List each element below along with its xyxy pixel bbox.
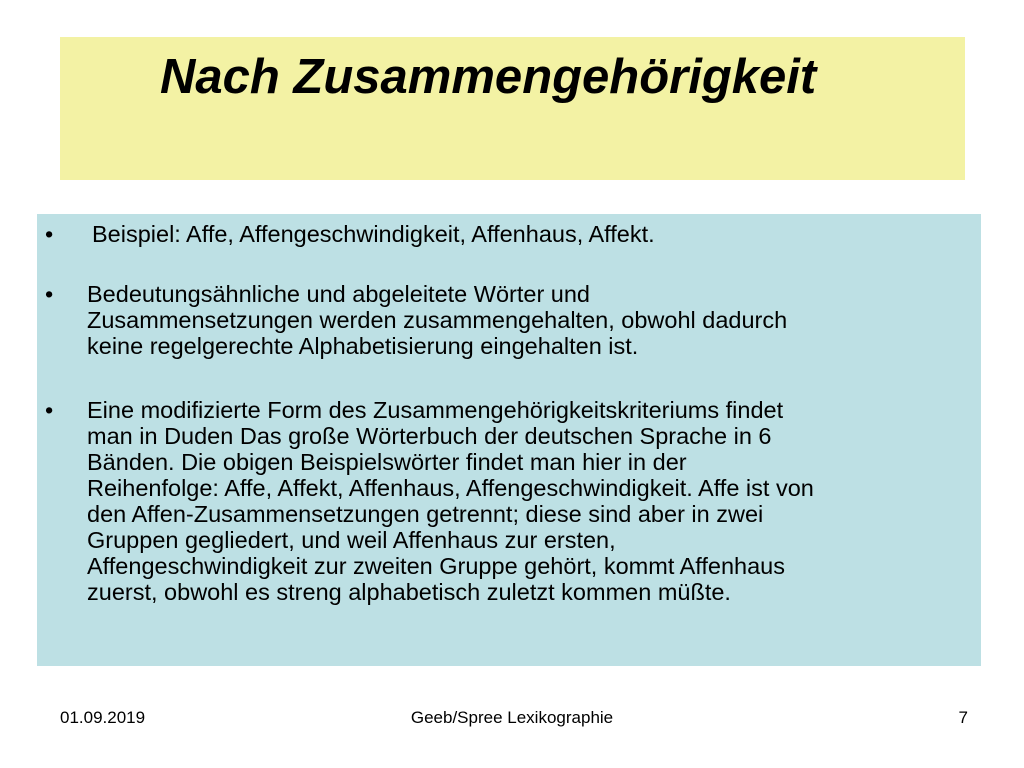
bullet-symbol: • — [45, 397, 54, 423]
slide-title: Nach Zusammengehörigkeit — [160, 50, 817, 104]
bullet-item — [37, 221, 981, 247]
bullet-text: Eine modifizierte Form des Zusammengehörigkeitskriteriums findet man in Duden Das große Wörterbuch der deutschen Sprache in 6 Bänden. Die obigen Beispielswörter findet man hier in der Reihenfolge: Affe, Affekt, Affenhaus, Affengeschwindigkeit. Affe ist von den Affen-Zusammensetzungen getrennt; diese sind aber in zwei Gruppen gegliedert, und weil Affenhaus zur ersten, Affengeschwindigkeit zur zweiten Gruppe gehört, kommt Affenhaus zuerst, obwohl es streng alphabetisch zuletzt kommen müßte. — [87, 397, 814, 605]
title-box — [60, 37, 965, 180]
bullet-item — [37, 281, 981, 359]
bullet-symbol: • — [45, 221, 54, 247]
content-box — [37, 214, 981, 666]
footer-date: 01.09.2019 — [60, 708, 146, 727]
footer-page-number: 7 — [958, 708, 968, 727]
bullet-text: Bedeutungsähnliche und abgeleitete Wörter und Zusammensetzungen werden zusammengehalten, obwohl dadurch keine regelgerechte Alphabetisierung eingehalten ist. — [87, 281, 788, 359]
bullet-symbol: • — [45, 281, 54, 307]
bullet-item — [37, 397, 981, 605]
footer-center-text: Geeb/Spree Lexikographie — [410, 708, 614, 727]
bullet-text: Beispiel: Affe, Affengeschwindigkeit, Affenhaus, Affekt. — [92, 221, 655, 247]
